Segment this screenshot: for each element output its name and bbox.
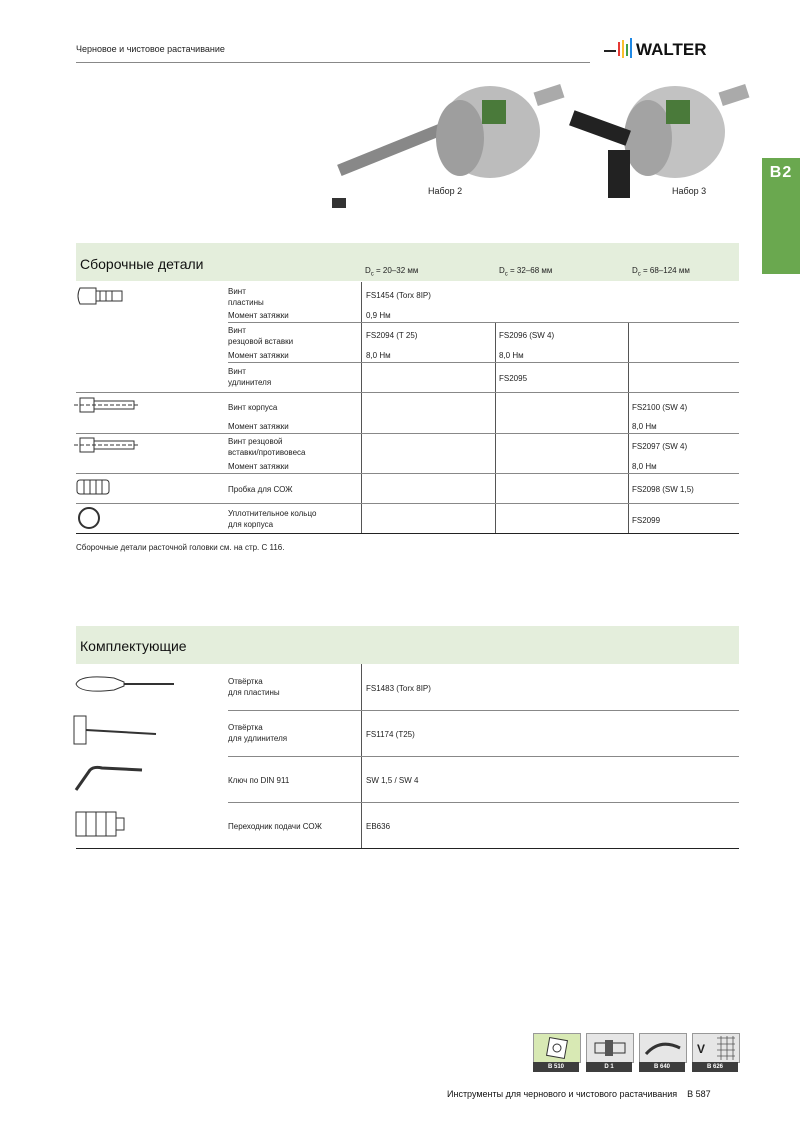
insert-icon [534,1034,580,1062]
row-label: Винт удлинителя [228,367,272,387]
grid-line [228,756,739,757]
grid-line [228,322,739,323]
badge-d1[interactable]: D 1 [586,1033,632,1071]
row-value: FS2097 (SW 4) [632,442,688,451]
table-bottom-rule [76,533,739,534]
grid-line [76,392,739,393]
row-value: 8,0 Нм [632,462,657,471]
section-tab[interactable]: B2 [762,158,800,274]
accessories-title: Комплектующие [80,638,187,654]
screwdriver-icon [74,672,180,696]
row-label: Уплотнительное кольцо для корпуса [228,509,317,529]
row-label: Винт резцовой вставки [228,326,294,346]
coolant-adapter-icon [74,808,128,840]
col-header-2: $D_c = 32-68$ мм [499,266,553,278]
row-value: FS2095 [499,374,528,383]
row-value: FS2098 (SW 1,5) [632,485,694,494]
coolant-plug-icon [74,477,114,497]
row-value: 8,0 Нм [632,422,657,431]
row-label: Пробка для СОЖ [228,485,293,494]
svg-text:WALTER: WALTER [636,40,707,59]
holder-icon [587,1034,633,1062]
badge-b640[interactable]: B 640 [639,1033,685,1071]
accessory-value: EB636 [366,822,391,831]
hex-key-icon [72,762,148,794]
boring-head-set3-image [569,84,749,198]
grid-line [228,802,739,803]
accessory-label: Переходник подачи СОЖ [228,822,322,831]
page-footer: Инструменты для чернового и чистового растачивания B 587 [447,1089,711,1099]
tool-icon [640,1034,686,1062]
col-header-1: $D_c = 20-32$ мм [365,266,419,278]
accessory-label: Ключ по DIN 911 [228,776,290,785]
row-label: Момент затяжки [228,351,289,360]
row-label: Момент затяжки [228,422,289,431]
row-value: 0,9 Нм [366,311,391,320]
t-handle-key-icon [72,712,162,748]
badge-b510[interactable]: B 510 [533,1033,579,1071]
set2-caption: Набор 2 [428,186,463,196]
page-header-title: Черновое и чистовое растачивание [76,44,225,54]
o-ring-icon [76,505,104,533]
grid-line [76,503,739,504]
row-value: FS1454 (Torx 8IP) [366,291,431,300]
accessory-label: Отвёртка для удлинителя [228,723,288,743]
assembly-title: Сборочные детали [80,256,204,272]
cutting-data-icon [693,1034,739,1062]
svg-text:V: V [697,1042,706,1056]
row-value: 8,0 Нм [366,351,391,360]
row-value: FS2100 (SW 4) [632,403,688,412]
product-photos [330,70,750,230]
header-rule [76,62,590,63]
accessory-label: Отвёртка для пластины [228,677,280,697]
row-label: Винт корпуса [228,403,278,412]
grid-line [76,433,739,434]
counterweight-screw-icon [74,435,140,455]
row-value: 8,0 Нм [499,351,524,360]
set3-caption: Набор 3 [672,186,707,196]
insert-screw-icon [74,284,134,310]
assembly-note: Сборочные детали расточной головки см. на стр. С 116. [76,543,285,552]
row-label: Момент затяжки [228,462,289,471]
page-number: B 587 [687,1089,711,1099]
accessory-value: FS1483 (Torx 8IP) [366,684,431,693]
grid-line [361,282,362,534]
table-bottom-rule [76,848,739,849]
accessory-value: SW 1,5 / SW 4 [366,776,419,785]
body-screw-icon [74,395,140,415]
grid-line [228,362,739,363]
grid-line [228,710,739,711]
accessory-value: FS1174 (T25) [366,730,415,739]
grid-line [76,473,739,474]
row-label: Винт резцовой вставки/противовеса [228,437,306,457]
row-value: FS2094 (T 25) [366,331,418,340]
col-header-3: $D_c = 68-124$ мм [632,266,690,278]
badge-b626[interactable]: V B 626 [692,1033,738,1071]
row-label: Момент затяжки [228,311,289,320]
row-label: Винт пластины [228,287,264,307]
row-value: FS2096 (SW 4) [499,331,555,340]
row-value: FS2099 [632,516,661,525]
walter-logo [604,36,744,62]
